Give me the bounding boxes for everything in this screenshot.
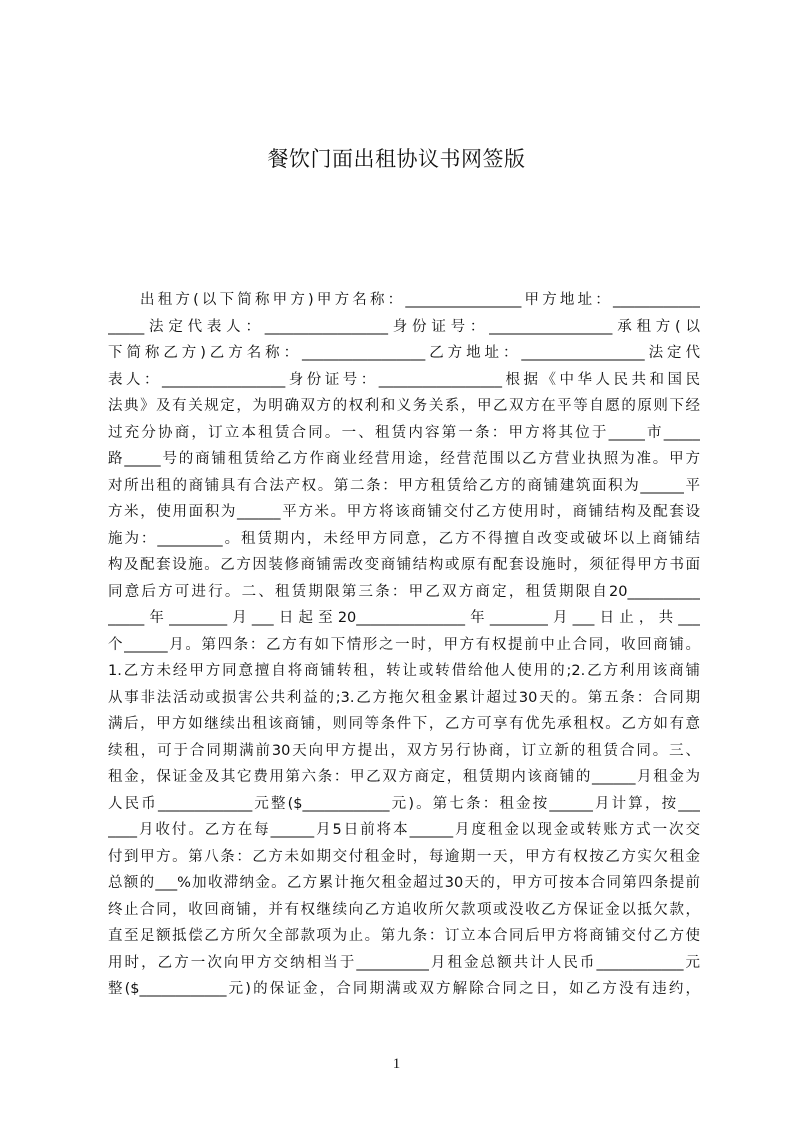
body-line: 出租方(以下简称甲方)甲方名称：________________甲方地址：____________	[140, 292, 700, 308]
body-line: 付到甲方。第八条：乙方未如期交付租金时，每逾期一天，甲方有权按乙方实欠租金	[108, 848, 700, 865]
body-line: 过充分协商，订立本租赁合同。一、租赁内容第一条：甲方将其位于_____市_____	[108, 424, 700, 441]
body-line: 构及配套设施。乙方因装修商铺需改变商铺结构或原有配套设施时，须征得甲方书面	[108, 557, 700, 573]
body-line: 同意后方可进行。二、租赁期限第三条：甲乙双方商定，租赁期限自20__________	[108, 583, 700, 600]
body-line: 终止合同，收回商铺，并有权继续向乙方追收所欠款项或没收乙方保证金以抵欠款，	[108, 901, 700, 918]
body-line: 整($____________元)的保证金，合同期满或双方解除合同之日，如乙方没有违约，	[108, 981, 700, 997]
body-line: 满后，甲方如继续出租该商铺，则同等条件下，乙方可享有优先承租权。乙方如有意	[108, 716, 700, 732]
body-line: 续租，可于合同期满前30天向甲方提出，双方另行协商，订立新的租赁合同。三、	[108, 742, 700, 759]
body-line: _____年________月___日起至20_______________年________月___日止，共___	[108, 610, 700, 626]
body-line: 租金，保证金及其它费用第六条：甲乙双方商定，租赁期内该商铺的______月租金为	[108, 769, 700, 785]
page-number: 1	[392, 1056, 401, 1072]
document-body	[108, 287, 700, 1003]
body-line: ____月收付。乙方在每______月5日前将本______月度租金以现金或转账方式一次交	[108, 822, 700, 838]
document-title: 餐饮门面出租协议书网签版	[267, 147, 526, 171]
body-line: 路_____号的商铺租赁给乙方作商业经营用途，经营范围以乙方营业执照为准。甲方	[108, 451, 700, 467]
body-line: 人民币_____________元整($____________元)。第七条：租金按______月计算，按___	[108, 795, 700, 812]
body-line: 1.乙方未经甲方同意擅自将商铺转租，转让或转借给他人使用的;2.乙方利用该商铺	[108, 663, 700, 679]
body-line: 施为：_________。租赁期内，未经甲方同意，乙方不得擅自改变或破坏以上商铺结	[108, 530, 700, 547]
body-line: 对所出租的商铺具有合法产权。第二条：甲方租赁给乙方的商铺建筑面积为______平	[108, 477, 700, 494]
body-line: 方米，使用面积为______平方米。甲方将该商铺交付乙方使用时，商铺结构及配套设	[108, 504, 700, 520]
body-line: 从事非法活动或损害公共利益的;3.乙方拖欠租金累计超过30天的。第五条：合同期	[108, 689, 700, 706]
body-line: 下简称乙方)乙方名称：_________________乙方地址：_________________法定代	[108, 345, 700, 361]
body-line: _____法定代表人：_________________身份证号：_________________承租方(以	[108, 318, 700, 335]
body-line: 直至足额抵偿乙方所欠全部款项为止。第九条：订立本合同后甲方将商铺交付乙方使	[108, 928, 700, 944]
body-line: 总额的___%加收滞纳金。乙方累计拖欠租金超过30天的，甲方可按本合同第四条提前	[108, 875, 700, 891]
body-line: 表人：_________________身份证号：_________________根据《中华人民共和国民	[108, 371, 700, 388]
body-line: 用时，乙方一次向甲方交纳相当于__________月租金总额共计人民币____________元	[108, 954, 700, 971]
body-line: 法典》及有关规定，为明确双方的权利和义务关系，甲乙双方在平等自愿的原则下经	[108, 398, 700, 414]
body-line: 个______月。第四条：乙方有如下情形之一时，甲方有权提前中止合同，收回商铺。	[108, 636, 700, 653]
